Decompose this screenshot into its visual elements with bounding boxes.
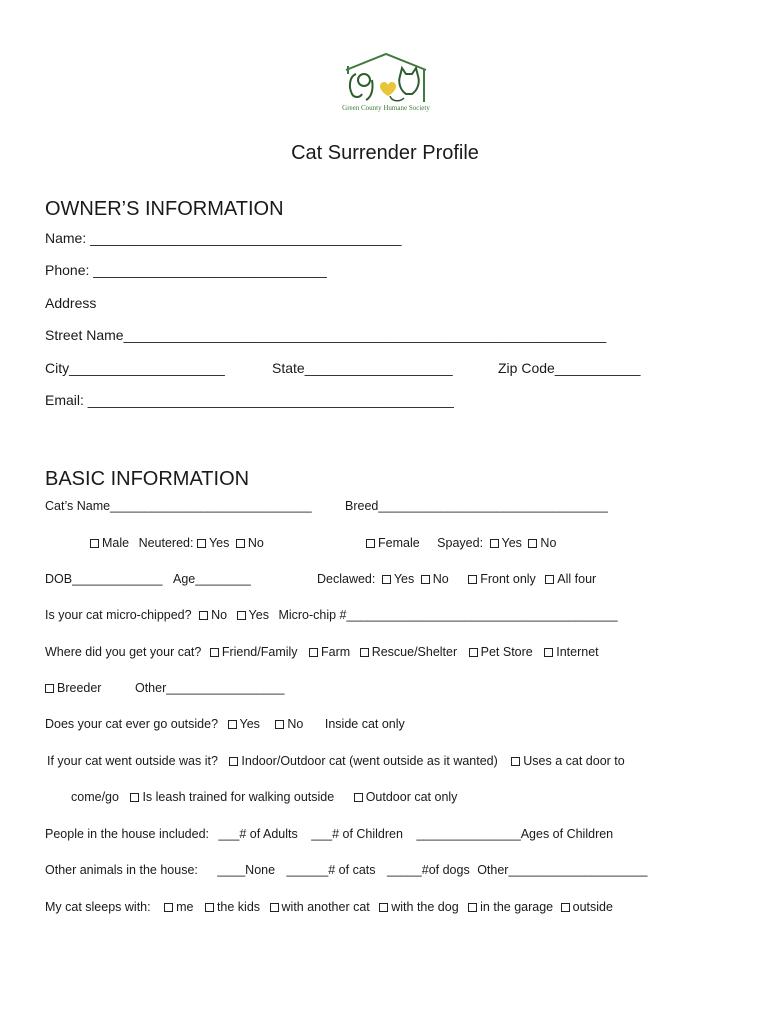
sleeps-garage-label: in the garage xyxy=(480,900,554,914)
pet-store-label: Pet Store xyxy=(480,645,533,659)
breeder-checkbox[interactable] xyxy=(45,684,54,693)
animals-other-field[interactable]: Other____________________ xyxy=(477,863,648,877)
page-title: Cat Surrender Profile xyxy=(291,142,479,164)
declawed-no-label: No xyxy=(432,572,449,586)
where-get-label: Where did you get your cat? xyxy=(45,645,202,659)
other-animals-label: Other animals in the house: xyxy=(45,863,198,877)
cat-door-checkbox[interactable] xyxy=(511,757,520,766)
breed-field[interactable]: Breed_________________________________ xyxy=(345,499,608,513)
spayed-yes-label: Yes xyxy=(501,536,522,550)
sleeps-dog-label: with the dog xyxy=(391,900,459,914)
come-go-label: come/go xyxy=(71,790,119,804)
sleeps-me-label: me xyxy=(176,900,194,914)
internet-label: Internet xyxy=(556,645,599,659)
microchipped-label: Is your cat micro-chipped? xyxy=(45,608,192,622)
male-label: Male xyxy=(102,536,130,550)
owner-name-field[interactable]: Name: ________________________________________ xyxy=(45,230,402,246)
farm-label: Farm xyxy=(321,645,351,659)
owner-phone-field[interactable]: Phone: ______________________________ xyxy=(45,262,327,278)
leash-trained-label: Is leash trained for walking outside xyxy=(142,790,335,804)
sleeps-with-label: My cat sleeps with: xyxy=(45,900,151,914)
friend-family-checkbox[interactable] xyxy=(210,648,219,657)
sleeps-another-cat-label: with another cat xyxy=(281,900,370,914)
ages-children-field[interactable]: _______________Ages of Children xyxy=(416,827,614,841)
cat-door-label: Uses a cat door to xyxy=(523,754,625,768)
rescue-shelter-label: Rescue/Shelter xyxy=(371,645,458,659)
sleeps-outside-checkbox[interactable] xyxy=(561,903,570,912)
indoor-outdoor-label: Indoor/Outdoor cat (went outside as it wanted) xyxy=(241,754,498,768)
sleeps-outside-label: outside xyxy=(572,900,613,914)
sleeps-garage-checkbox[interactable] xyxy=(468,903,477,912)
neutered-no-checkbox[interactable] xyxy=(236,539,245,548)
come-go-row xyxy=(71,790,457,804)
microchip-yes-label: Yes xyxy=(248,608,269,622)
sleeps-dog-checkbox[interactable] xyxy=(379,903,388,912)
animals-none-field[interactable]: ____None xyxy=(217,863,276,877)
source-other-field[interactable]: Other_________________ xyxy=(134,681,285,695)
go-outside-label: Does your cat ever go outside? xyxy=(45,717,219,731)
if-outside-label: If your cat went outside was it? xyxy=(47,754,218,768)
sex-neutered-row xyxy=(90,536,264,550)
dogs-count-field[interactable]: _____#of dogs xyxy=(387,863,470,877)
declawed-no-checkbox[interactable] xyxy=(421,575,430,584)
indoor-outdoor-checkbox[interactable] xyxy=(229,757,238,766)
house-cat-dog-logo-icon xyxy=(340,52,432,106)
cats-count-field[interactable]: ______# of cats xyxy=(286,863,376,877)
outside-no-checkbox[interactable] xyxy=(275,720,284,729)
spayed-no-label: No xyxy=(540,536,557,550)
declawed-yes-checkbox[interactable] xyxy=(382,575,391,584)
microchip-no-label: No xyxy=(211,608,228,622)
people-house-label: People in the house included: xyxy=(45,827,210,841)
female-spayed-row xyxy=(366,536,556,550)
sleeps-with-row xyxy=(45,900,613,914)
owner-state-field[interactable]: State___________________ xyxy=(272,360,453,376)
owner-street-field[interactable]: Street Name______________________________________________________________ xyxy=(45,327,607,343)
age-field[interactable]: Age________ xyxy=(173,572,251,586)
sleeps-kids-checkbox[interactable] xyxy=(205,903,214,912)
rescue-shelter-checkbox[interactable] xyxy=(360,648,369,657)
spayed-no-checkbox[interactable] xyxy=(528,539,537,548)
logo-text: Green County Humane Society xyxy=(342,104,430,112)
owner-email-field[interactable]: Email: _______________________________________________ xyxy=(45,392,454,408)
microchip-number-field[interactable]: Micro-chip #_______________________________________ xyxy=(278,608,618,622)
breeder-label: Breeder xyxy=(57,681,102,695)
owner-city-field[interactable]: City____________________ xyxy=(45,360,225,376)
breeder-row xyxy=(45,681,284,695)
adults-field[interactable]: ___# of Adults xyxy=(218,827,298,841)
spayed-label: Spayed: xyxy=(437,536,484,550)
microchip-yes-checkbox[interactable] xyxy=(237,611,246,620)
declawed-label: Declawed: xyxy=(317,572,376,586)
all-four-label: All four xyxy=(557,572,597,586)
cat-name-field[interactable]: Cat’s Name_____________________________ xyxy=(45,499,312,513)
outside-yes-checkbox[interactable] xyxy=(228,720,237,729)
sleeps-another-cat-checkbox[interactable] xyxy=(270,903,279,912)
neutered-label: Neutered: xyxy=(138,536,194,550)
declawed-row xyxy=(317,572,596,586)
outdoor-only-checkbox[interactable] xyxy=(354,793,363,802)
front-only-checkbox[interactable] xyxy=(468,575,477,584)
owner-zip-field[interactable]: Zip Code___________ xyxy=(498,360,641,376)
inside-only-label: Inside cat only xyxy=(324,717,405,731)
sleeps-me-checkbox[interactable] xyxy=(164,903,173,912)
friend-family-label: Friend/Family xyxy=(221,645,298,659)
all-four-checkbox[interactable] xyxy=(545,575,554,584)
neutered-yes-label: Yes xyxy=(208,536,230,550)
microchip-row xyxy=(45,608,618,622)
children-field[interactable]: ___# of Children xyxy=(311,827,403,841)
source-row xyxy=(45,645,599,659)
sleeps-kids-label: the kids xyxy=(216,900,261,914)
owner-address-label: Address xyxy=(45,295,97,311)
spayed-yes-checkbox[interactable] xyxy=(490,539,499,548)
farm-checkbox[interactable] xyxy=(309,648,318,657)
male-checkbox[interactable] xyxy=(90,539,99,548)
neutered-yes-checkbox[interactable] xyxy=(197,539,206,548)
declawed-yes-label: Yes xyxy=(393,572,415,586)
female-checkbox[interactable] xyxy=(366,539,375,548)
dob-field[interactable]: DOB_____________ xyxy=(45,572,163,586)
front-only-label: Front only xyxy=(480,572,536,586)
outdoor-only-label: Outdoor cat only xyxy=(365,790,458,804)
basic-info-heading: BASIC INFORMATION xyxy=(45,468,250,490)
microchip-no-checkbox[interactable] xyxy=(199,611,208,620)
pet-store-checkbox[interactable] xyxy=(469,648,478,657)
neutered-no-label: No xyxy=(247,536,264,550)
go-outside-row xyxy=(45,717,405,731)
other-animals-row xyxy=(45,863,648,877)
owner-info-heading: OWNER’S INFORMATION xyxy=(45,198,284,220)
people-row xyxy=(45,827,613,841)
outside-yes-label: Yes xyxy=(239,717,260,731)
if-outside-row xyxy=(47,754,625,768)
internet-checkbox[interactable] xyxy=(544,648,553,657)
humane-society-logo xyxy=(340,52,432,118)
female-label: Female xyxy=(378,536,420,550)
leash-trained-checkbox[interactable] xyxy=(130,793,139,802)
outside-no-label: No xyxy=(287,717,304,731)
